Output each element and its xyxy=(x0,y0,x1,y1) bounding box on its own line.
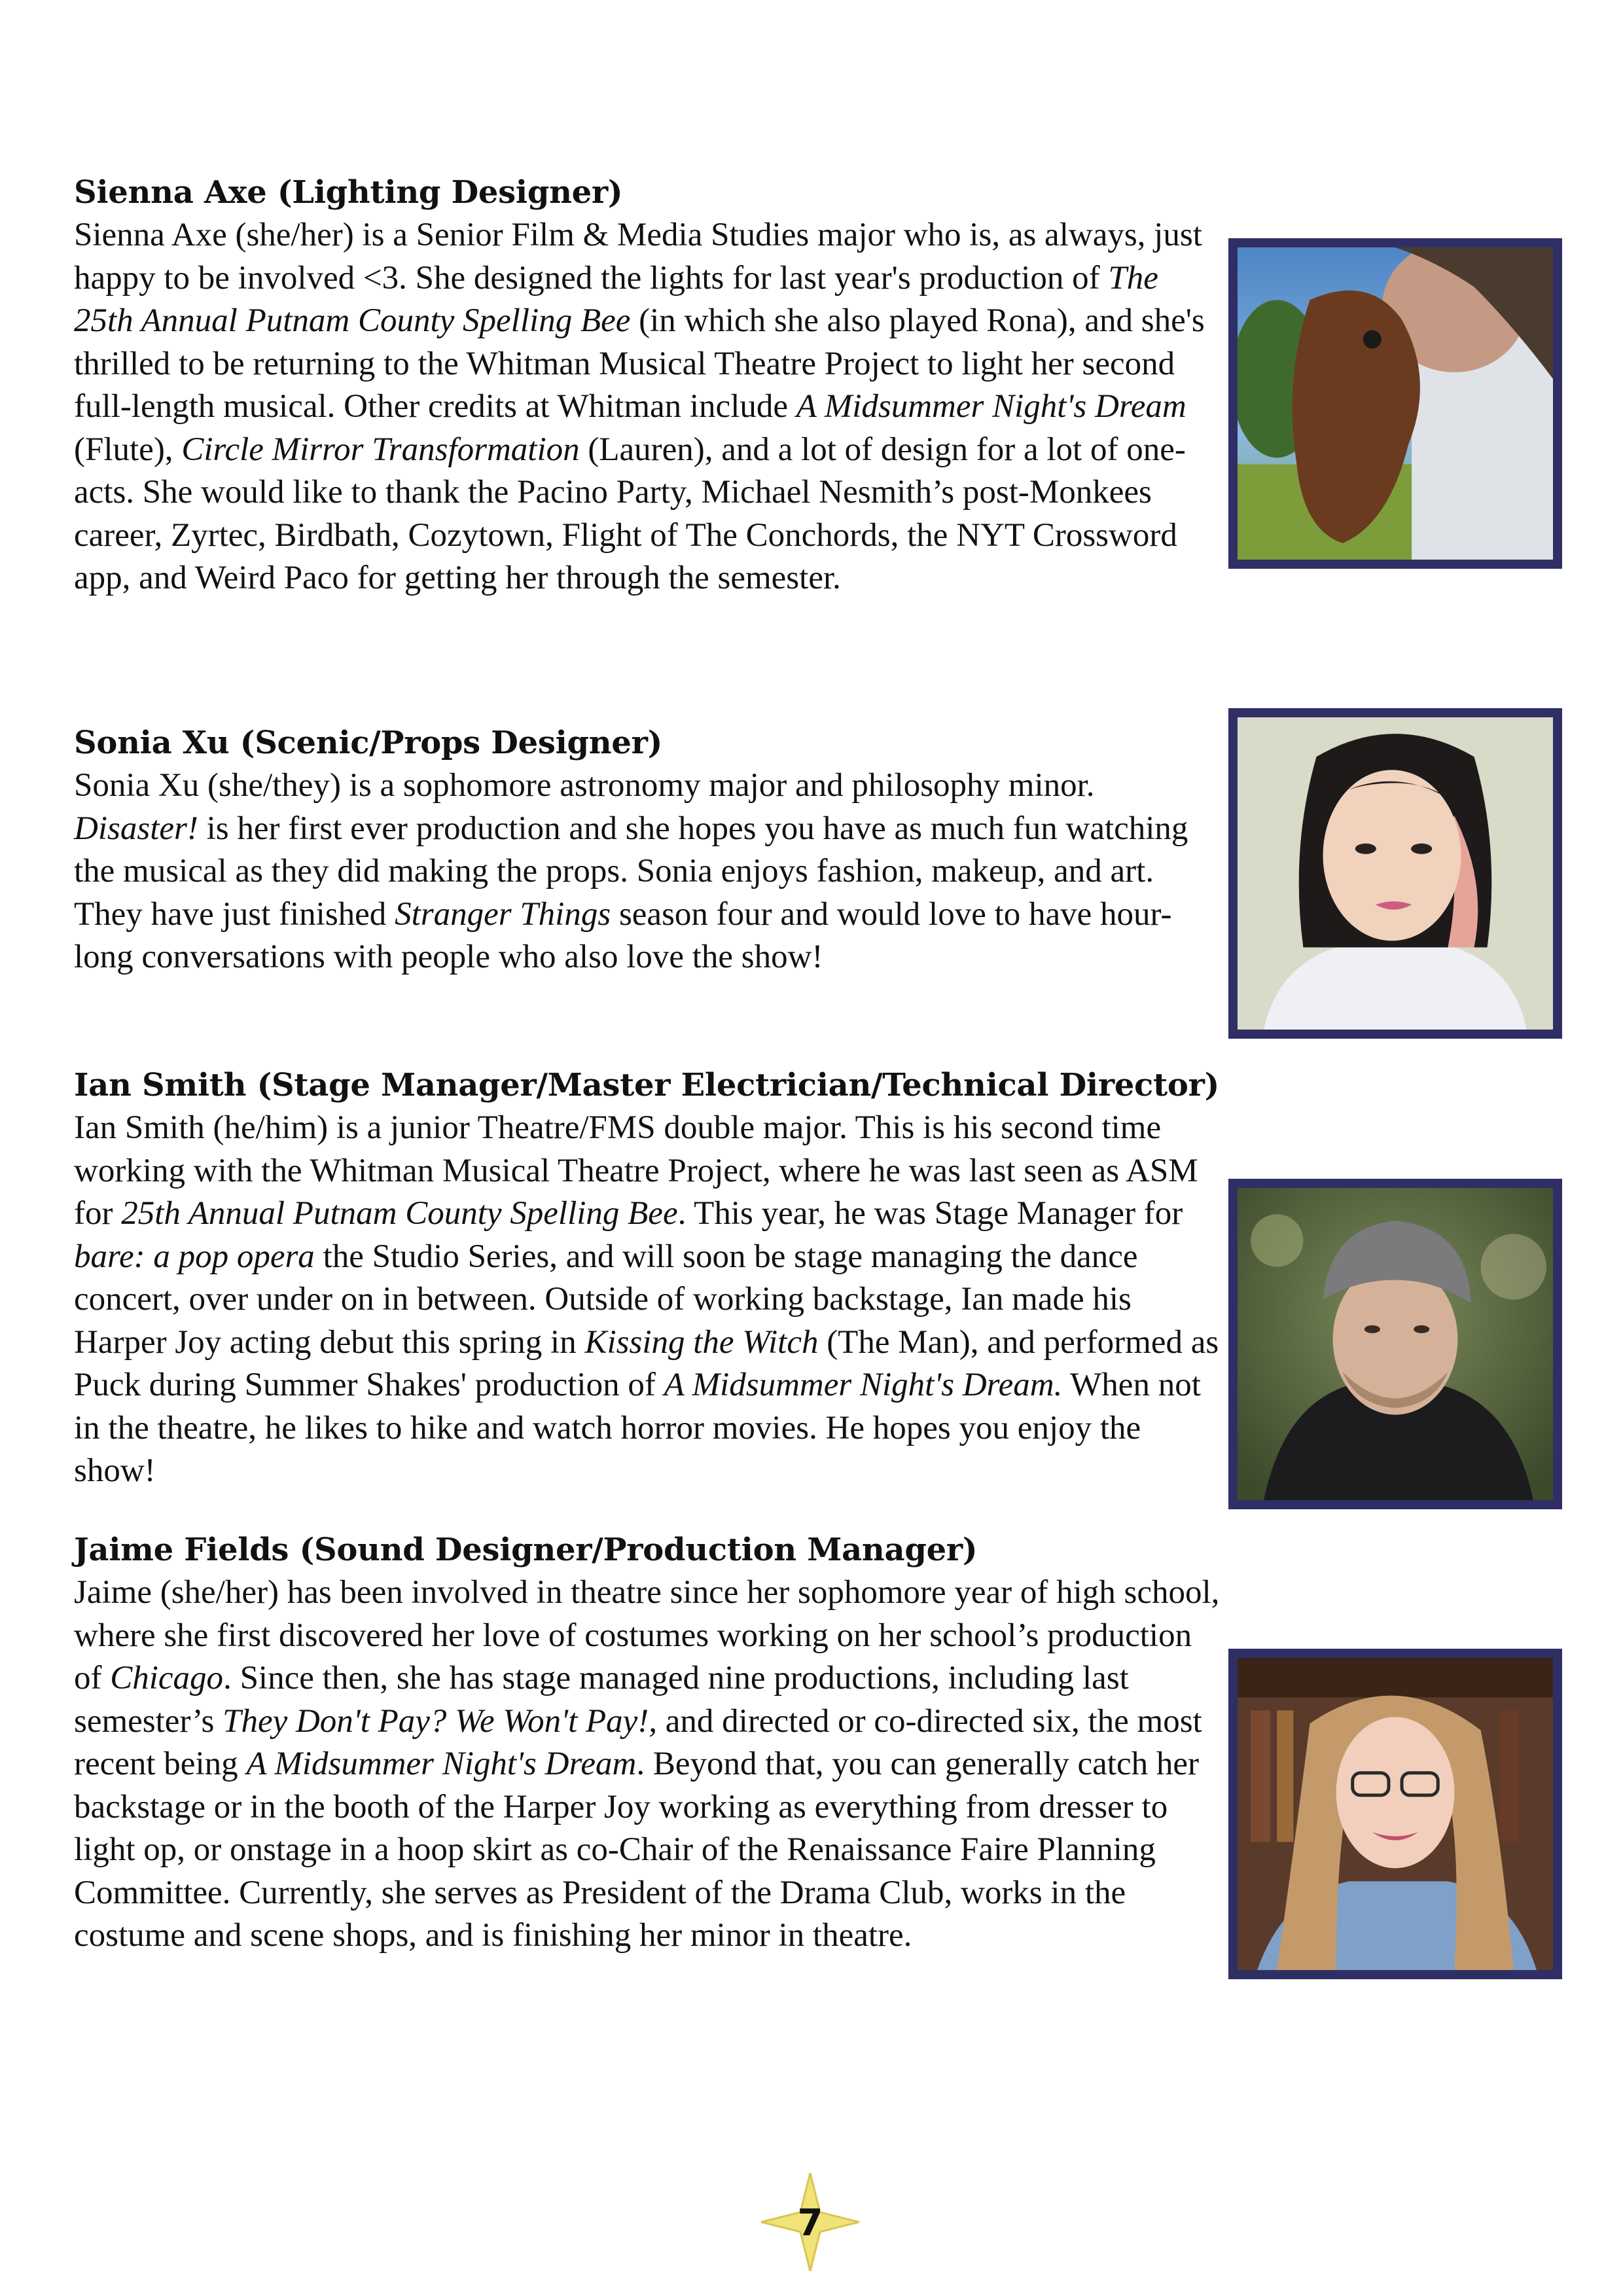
bio-sonia-xu xyxy=(74,722,1226,979)
bio-text-run: (Flute), xyxy=(74,431,182,468)
headshot-sienna-axe xyxy=(1228,238,1562,569)
italic-title: Chicago xyxy=(110,1660,224,1696)
headshot-ian-smith xyxy=(1228,1179,1562,1509)
italic-title: A Midsummer Night's Dream. xyxy=(664,1367,1063,1403)
bio-text xyxy=(74,214,1226,600)
bio-text-run: (in which she also played Rona), and she's thrilled to be returning to the Whitman Musical Theatre Project to light her second full-length musical. Other credits at Whitman include xyxy=(74,302,1205,425)
bio-text xyxy=(74,1107,1226,1493)
bio-text-run: Ian Smith (he/him) is a junior Theatre/FMS double major. This is his second time working with the Whitman Musical Theatre Project, where he was last seen as ASM for xyxy=(74,1109,1198,1232)
bio-text-run: Jaime (she/her) has been involved in theatre since her sophomore year of high school, where she first discovered her love of costumes working on her school’s production of xyxy=(74,1574,1220,1696)
italic-title: A Midsummer Night's Dream xyxy=(246,1746,637,1782)
bio-text-run: . Since then, she has stage managed nine productions, including last semester’s xyxy=(74,1660,1129,1740)
italic-title: Kissing the Witch xyxy=(584,1323,819,1361)
headshot-sonia-xu xyxy=(1228,708,1562,1039)
italic-title: 25th Annual Putnam County Spelling Bee xyxy=(121,1195,678,1232)
bio-text-run: . Beyond that, you can generally catch her backstage or in the booth of the Harper Joy working as everything from dresser to light op, or onstage in a hoop skirt as co-Chair of the Renaissance Faire Planning Committee. Currently, she serves as President of the Drama Club, works in the costume and scene shops, and is finishing her minor in theatre. xyxy=(74,1746,1199,1954)
italic-title: Circle Mirror Transformation xyxy=(181,431,580,468)
bio-text xyxy=(74,1571,1226,1958)
bio-heading: Sienna Axe (Lighting Designer) xyxy=(74,174,623,211)
bio-heading: Ian Smith (Stage Manager/Master Electrician/Technical Director) xyxy=(74,1067,1219,1103)
page-number-badge xyxy=(761,2173,859,2271)
bio-heading: Jaime Fields (Sound Designer/Production Manager) xyxy=(74,1532,978,1568)
bio-text-run: Sonia Xu (she/they) is a sophomore astronomy major and philosophy minor. xyxy=(74,767,1095,804)
bio-text-run: season four and would love to have hour-long conversations with people who also love the show! xyxy=(74,895,1172,975)
bio-text xyxy=(74,764,1226,979)
bio-text-run: When not in the theatre, he likes to hike and watch horror movies. He hopes you enjoy the show! xyxy=(74,1367,1201,1489)
italic-title: A Midsummer Night's Dream xyxy=(796,388,1186,425)
page-number: 7 xyxy=(797,2202,823,2244)
bio-text-run: the Studio Series, and will soon be stage managing the dance concert, over under on in between. Outside of working backstage, Ian made his Harper Joy acting debut this spring in xyxy=(74,1238,1138,1361)
bio-text-run: . This year, he was Stage Manager for xyxy=(677,1195,1183,1232)
headshot-jaime-fields xyxy=(1228,1649,1562,1979)
italic-title: Disaster! xyxy=(74,810,198,847)
bio-text-run: is her first ever production and she hopes you have as much fun watching the musical as they did making the props. Sonia enjoys fashion, makeup, and art. They have just finished xyxy=(74,810,1188,933)
bio-jaime-fields xyxy=(74,1529,1226,1958)
bio-text-run: (Lauren), and a lot of design for a lot of one-acts. She would like to thank the Pacino Party, Michael Nesmith’s post-Monkees career, Zyrtec, Birdbath, Cozytown, Flight of The Conchords, the NYT Crossword app, and Weird Paco for getting her through the semester. xyxy=(74,431,1186,596)
bio-heading: Sonia Xu (Scenic/Props Designer) xyxy=(74,725,663,761)
bio-sienna-axe xyxy=(74,171,1226,600)
bio-text-run: and directed or co-directed six, the most recent being xyxy=(74,1702,1202,1782)
italic-title: bare: a pop opera xyxy=(74,1238,315,1275)
bio-text-run: Sienna Axe (she/her) is a Senior Film & Media Studies major who is, as always, just happy to be involved <3. She designed the lights for last year's production of xyxy=(74,217,1202,296)
italic-title: The 25th Annual Putnam County Spelling Bee xyxy=(74,259,1158,339)
italic-title: They Don't Pay? We Won't Pay!, xyxy=(223,1702,658,1740)
bio-ian-smith xyxy=(74,1064,1226,1493)
bio-text-run: (The Man), and performed as Puck during Summer Shakes' production of xyxy=(74,1323,1219,1403)
italic-title: Stranger Things xyxy=(395,895,611,933)
